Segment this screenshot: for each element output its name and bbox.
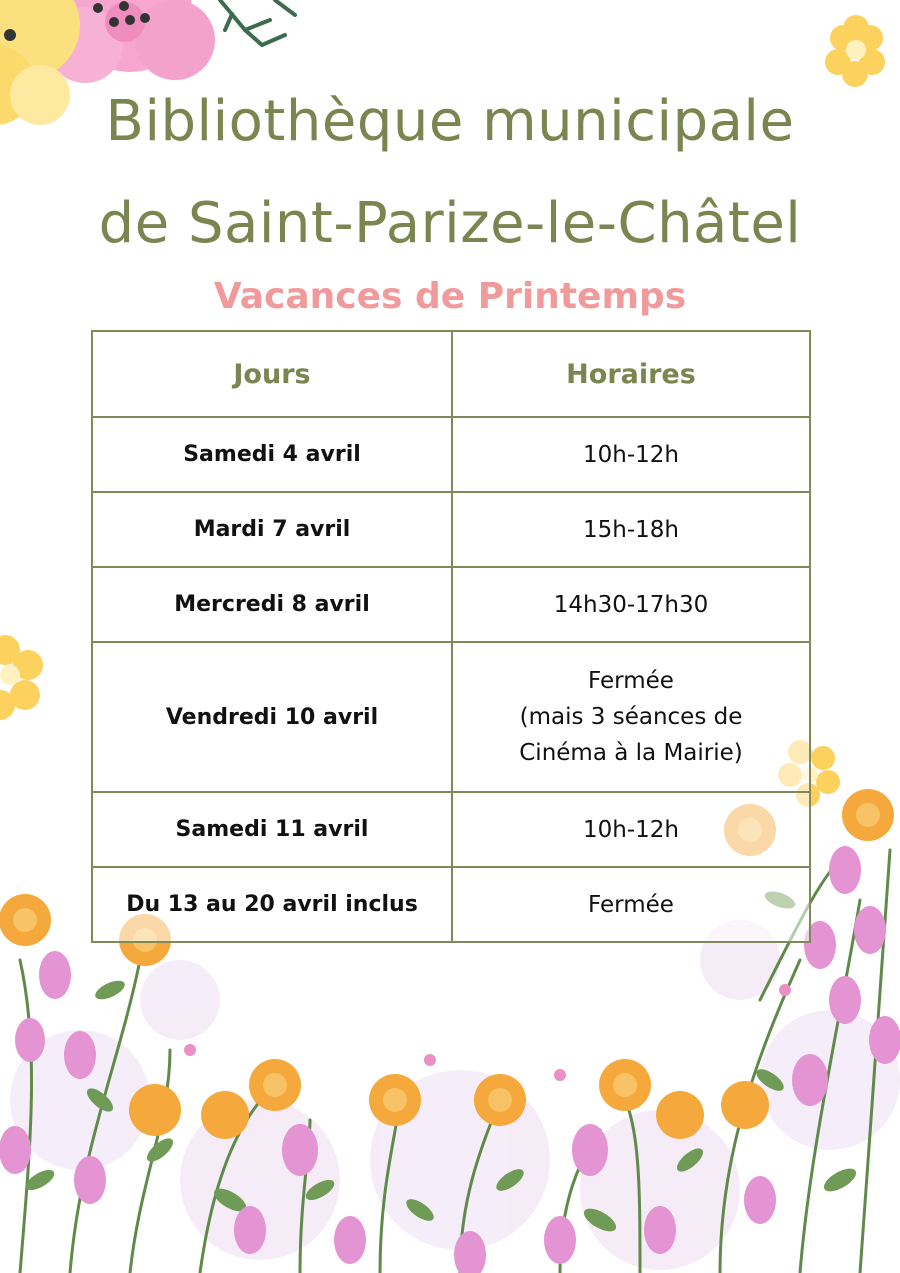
table-row <box>92 792 810 867</box>
hours-line: 15h-18h <box>583 516 679 543</box>
day-cell: Samedi 11 avril <box>92 792 452 867</box>
hours-cell <box>452 792 810 867</box>
schedule-table <box>91 330 811 943</box>
hours-line: 10h-12h <box>583 816 679 843</box>
table-row <box>92 867 810 942</box>
table-header-row <box>92 331 810 417</box>
hours-cell <box>452 642 810 792</box>
top-right-yellow-flower-icon <box>825 15 885 87</box>
hours-cell <box>452 567 810 642</box>
column-header-days: Jours <box>92 331 452 417</box>
table-row <box>92 567 810 642</box>
hours-line: Cinéma à la Mairie) <box>519 740 743 766</box>
hours-line: 14h30-17h30 <box>553 591 709 618</box>
day-cell: Mardi 7 avril <box>92 492 452 567</box>
table-row <box>92 492 810 567</box>
hours-line: (mais 3 séances de <box>519 704 743 730</box>
hours-line: Fermée <box>588 668 674 694</box>
table-row <box>92 642 810 792</box>
hours-cell <box>452 867 810 942</box>
day-cell: Samedi 4 avril <box>92 417 452 492</box>
page-subtitle: Vacances de Printemps <box>213 276 687 317</box>
hours-cell <box>452 492 810 567</box>
page-title-line2: de Saint-Parize-le-Châtel <box>98 191 802 256</box>
hours-line: 10h-12h <box>583 441 679 468</box>
table-row <box>92 417 810 492</box>
top-sprig-icon <box>220 0 295 45</box>
page-title-line1: Bibliothèque municipale <box>105 89 795 154</box>
day-cell: Vendredi 10 avril <box>92 642 452 792</box>
left-yellow-flower-icon <box>0 635 43 720</box>
day-cell: Du 13 au 20 avril inclus <box>92 867 452 942</box>
hours-cell <box>452 417 810 492</box>
hours-line: Fermée <box>588 891 674 918</box>
day-cell: Mercredi 8 avril <box>92 567 452 642</box>
column-header-hours: Horaires <box>452 331 810 417</box>
